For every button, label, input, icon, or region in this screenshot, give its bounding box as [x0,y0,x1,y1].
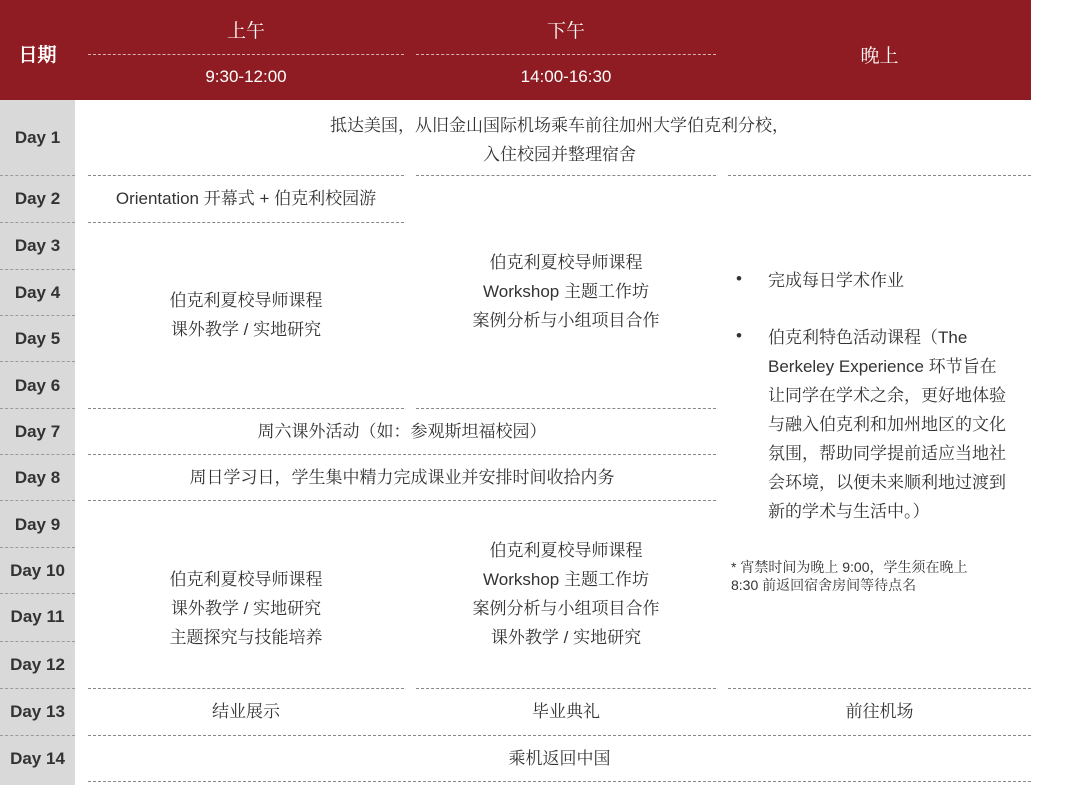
header-evening: 晚上 [860,46,899,67]
block2-afternoon-line: 案例分析与小组项目合作 [472,599,660,618]
row-divider [88,222,404,223]
block2-morning-line: 伯克利夏校导师课程 [169,570,323,589]
day-label-13: Day 13 [10,702,65,721]
day-label-11: Day 11 [10,607,65,626]
curfew-note [731,558,967,594]
day1-activity [88,111,1031,169]
block2-morning-line: 主题探究与技能培养 [169,628,323,647]
day-separator [0,735,75,736]
day2-morning: Orientation 开幕式 + 伯克利校园游 [115,189,377,208]
evening-bullet-2-line: 与融入伯克利和加州地区的文化 [768,415,1006,434]
row-divider [416,408,716,409]
day-separator [0,175,75,176]
block2-afternoon-line: 课外教学 / 实地研究 [490,628,642,647]
curfew-note-line: 8:30 前返回宿舍房间等待点名 [731,577,917,593]
day-separator [0,454,75,455]
row-divider [416,175,716,176]
day-label-10: Day 10 [10,561,65,580]
day-label-12: Day 12 [10,655,65,674]
day-separator [0,500,75,501]
header-date: 日期 [18,45,57,66]
row-divider [88,454,716,455]
block1-afternoon-line: 伯克利夏校导师课程 [489,253,643,272]
day-label-3: Day 3 [14,236,61,255]
block1-afternoon [416,248,716,335]
block1-afternoon-line: 案例分析与小组项目合作 [472,311,660,330]
day-label-4: Day 4 [14,283,61,302]
bullet-1-dot: • [736,269,742,288]
evening-bullet-2-line: 让同学在学术之余，更好地体验 [768,386,1006,405]
block1-morning [88,286,404,344]
day-label-8: Day 8 [14,468,61,487]
row-divider [88,781,1031,782]
row-divider [416,688,716,689]
row-divider [728,175,1031,176]
block1-morning-line: 课外教学 / 实地研究 [170,320,322,339]
day13-evening: 前往机场 [845,702,914,721]
day-label-14: Day 14 [10,749,65,768]
day-separator [0,269,75,270]
header-afternoon-time: 14:00-16:30 [520,67,612,86]
day1-line-1: 抵达美国，从旧金山国际机场乘车前往加州大学伯克利分校， [330,116,789,135]
day1-line-2: 入住校园并整理宿舍 [483,145,636,164]
day7-activity: 周六课外活动（如：参观斯坦福校园） [257,422,547,441]
block2-afternoon-line: 伯克利夏校导师课程 [489,541,643,560]
evening-bullet-2-line: 会环境，以便未来顺利地过渡到 [768,473,1006,492]
row-divider [88,175,404,176]
day-separator [0,688,75,689]
day-separator [0,641,75,642]
day-separator [0,547,75,548]
day-separator [0,315,75,316]
evening-bullet-2-line: 氛围，帮助同学提前适应当地社 [768,444,1006,463]
header-morning: 上午 [226,21,265,42]
row-divider [728,688,1031,689]
day8-activity: 周日学习日，学生集中精力完成课业并安排时间收拾内务 [189,468,615,487]
block2-morning-line: 课外教学 / 实地研究 [170,599,322,618]
day-separator [0,361,75,362]
row-divider [88,500,716,501]
day-label-6: Day 6 [14,376,61,395]
evening-bullet-2 [768,323,1006,526]
curfew-note-line: * 宵禁时间为晚上 9:00，学生须在晚上 [731,559,968,575]
block2-afternoon-line: Workshop 主题工作坊 [483,570,649,589]
evening-bullet-2-line: 伯克利特色活动课程（The [768,328,968,347]
block2-morning [88,565,404,652]
header-divider-afternoon [416,54,716,55]
header-afternoon: 下午 [546,21,585,42]
day13-afternoon: 毕业典礼 [532,702,600,721]
header-morning-time: 9:30-12:00 [205,67,287,86]
day-label-5: Day 5 [14,329,61,348]
evening-bullet-1: 完成每日学术作业 [768,271,904,290]
day-separator [0,222,75,223]
day-label-9: Day 9 [14,515,61,534]
day13-morning: 结业展示 [212,702,280,721]
day-label-2: Day 2 [14,189,61,208]
block1-afternoon-line: Workshop 主题工作坊 [483,282,649,301]
header-divider-morning [88,54,404,55]
evening-bullet-2-line: 新的学术与生活中。） [768,502,930,521]
day-separator [0,593,75,594]
day-separator [0,408,75,409]
day-label-1: Day 1 [14,128,61,147]
block2-afternoon [416,536,716,652]
block1-morning-line: 伯克利夏校导师课程 [169,291,323,310]
row-divider [88,688,404,689]
bullet-2-dot: • [736,326,742,345]
day-label-7: Day 7 [14,422,61,441]
row-divider [88,735,1031,736]
evening-bullet-2-line: Berkeley Experience 环节旨在 [768,357,997,376]
row-divider [88,408,404,409]
day14-activity: 乘机返回中国 [508,749,611,768]
